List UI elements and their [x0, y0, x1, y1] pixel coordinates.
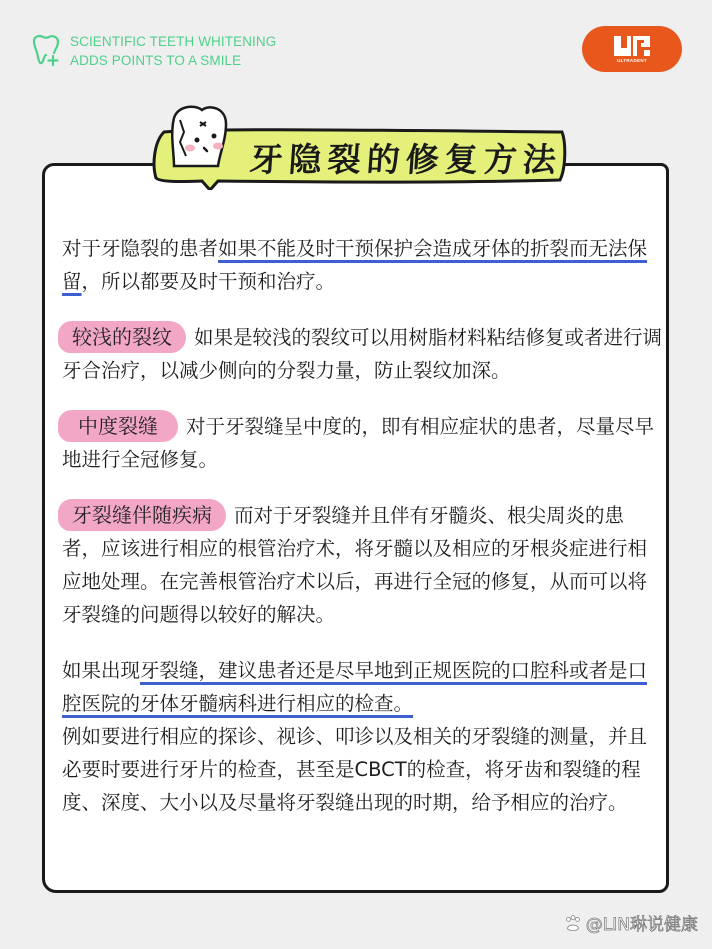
advice-paragraph [62, 654, 662, 720]
ultradent-mark-icon [613, 35, 651, 57]
brand-line-1: SCIENTIFIC TEETH WHITENING [70, 34, 277, 49]
intro-paragraph [62, 232, 662, 298]
brand-slogan [70, 32, 276, 70]
section-crack-with-disease [62, 499, 662, 631]
section-text: 而对于牙裂缝并且伴有牙髓炎、根尖周炎的患者，应该进行相应的根管治疗术，将牙髓以及相应的牙根炎症进行相应地处理。在完善根管治疗术以后，再进行全冠的修复，从而可以将牙裂缝的问题得以较好的解决。 [62, 504, 648, 626]
section-moderate-crack [62, 410, 662, 476]
article-body [62, 232, 662, 819]
tag-shallow-crack: 较浅的裂纹 [58, 321, 186, 353]
tag-crack-with-disease: 牙裂缝伴随疾病 [58, 499, 226, 531]
brand-line-2: ADDS POINTS TO A SMILE [70, 53, 242, 68]
watermark-text: @LIN琳说健康 [585, 915, 698, 935]
intro-highlight: 如果不能及时干预保护会造成牙体的折裂而无法保留 [62, 237, 648, 293]
intro-tail: ，所以都要及时干预和治疗。 [81, 270, 336, 293]
intro-text: 对于牙隐裂的患者 [62, 237, 219, 260]
title-banner [150, 120, 570, 186]
tooth-plus-icon [28, 33, 64, 69]
brand-header [28, 32, 276, 70]
advice-text: 如果出现 [62, 659, 141, 682]
tag-moderate-crack: 中度裂缝 [58, 410, 178, 442]
advice-detail: 例如要进行相应的探诊、视诊、叩诊以及相关的牙裂缝的测量，并且必要时要进行牙片的检查，甚至是CBCT的检查，将牙齿和裂缝的程度、深度、大小以及尽量将牙裂缝出现的时期，给予相应的治疗。 [62, 725, 648, 814]
section-shallow-crack [62, 321, 662, 387]
baidu-paw-icon [564, 914, 582, 932]
cracked-tooth-mascot-icon [160, 100, 240, 180]
watermark [564, 910, 698, 935]
page-title: 牙隐裂的修复方法 [248, 140, 564, 179]
section-text: 如果是较浅的裂纹可以用树脂材料粘结修复或者进行调牙合治疗，以减少侧向的分裂力量，防止裂纹加深。 [62, 326, 663, 382]
ultradent-logo [582, 26, 682, 72]
logo-wordmark: ULTRADENT [617, 58, 647, 63]
section-text: 对于牙裂缝呈中度的，即有相应症状的患者，尽量尽早地进行全冠修复。 [62, 415, 655, 471]
advice-highlight: 牙裂缝，建议患者还是尽早地到正规医院的口腔科或者是口腔医院的牙体牙髓病科进行相应的检查。 [62, 659, 648, 715]
